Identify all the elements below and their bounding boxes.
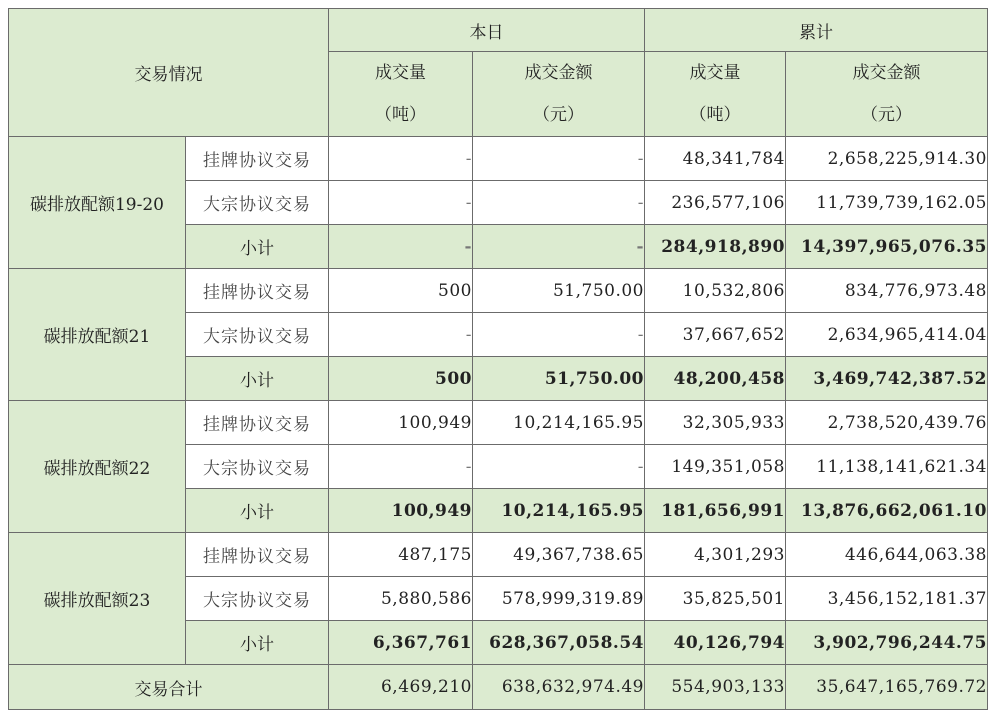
- today-amount-header: [473, 52, 645, 137]
- total-label: 交易合计: [9, 665, 329, 710]
- cum-amount-cell: 3,469,742,387.52: [786, 357, 988, 401]
- row-label: 大宗协议交易: [186, 445, 329, 489]
- today-header: 本日: [329, 9, 645, 52]
- volume-unit: （吨）: [375, 105, 426, 125]
- today-amount-cell: -: [473, 137, 645, 181]
- amount-label: 成交金额: [852, 63, 921, 83]
- today-volume-cell: -: [329, 181, 473, 225]
- header-row-1: [9, 9, 988, 52]
- row-label: 挂牌协议交易: [186, 401, 329, 445]
- cum-volume-cell: 181,656,991: [645, 489, 786, 533]
- cum-volume-cell: 10,532,806: [645, 269, 786, 313]
- today-amount-cell: 628,367,058.54: [473, 621, 645, 665]
- subtotal-label: 小计: [186, 621, 329, 665]
- today-amount-cell: -: [473, 181, 645, 225]
- cum-volume-cell: 4,301,293: [645, 533, 786, 577]
- today-volume-cell: -: [329, 313, 473, 357]
- cum-volume-cell: 236,577,106: [645, 181, 786, 225]
- cum-amount-cell: 2,658,225,914.30: [786, 137, 988, 181]
- cum-amount-cell: 11,739,739,162.05: [786, 181, 988, 225]
- today-volume-cell: -: [329, 137, 473, 181]
- row-label: 大宗协议交易: [186, 313, 329, 357]
- today-volume-cell: 500: [329, 357, 473, 401]
- total-today-volume-cell: 6,469,210: [329, 665, 473, 710]
- today-amount-cell: 51,750.00: [473, 269, 645, 313]
- total-today-amount-cell: 638,632,974.49: [473, 665, 645, 710]
- cum-amount-cell: 2,634,965,414.04: [786, 313, 988, 357]
- today-amount-cell: -: [473, 313, 645, 357]
- today-amount-cell: 10,214,165.95: [473, 401, 645, 445]
- amount-unit: （元）: [861, 105, 912, 125]
- cum-volume-cell: 35,825,501: [645, 577, 786, 621]
- today-volume-cell: -: [329, 225, 473, 269]
- today-volume-cell: 6,367,761: [329, 621, 473, 665]
- row-label: 大宗协议交易: [186, 181, 329, 225]
- cum-volume-cell: 40,126,794: [645, 621, 786, 665]
- today-volume-header: [329, 52, 473, 137]
- row-label: 挂牌协议交易: [186, 533, 329, 577]
- cum-volume-cell: 284,918,890: [645, 225, 786, 269]
- cum-amount-cell: 14,397,965,076.35: [786, 225, 988, 269]
- today-amount-cell: 578,999,319.89: [473, 577, 645, 621]
- today-amount-cell: -: [473, 225, 645, 269]
- subtotal-label: 小计: [186, 357, 329, 401]
- cum-amount-cell: 3,902,796,244.75: [786, 621, 988, 665]
- volume-label: 成交量: [689, 63, 741, 83]
- today-amount-cell: 49,367,738.65: [473, 533, 645, 577]
- volume-label: 成交量: [375, 63, 426, 83]
- cum-volume-cell: 48,200,458: [645, 357, 786, 401]
- today-volume-cell: 100,949: [329, 489, 473, 533]
- cum-amount-cell: 13,876,662,061.10: [786, 489, 988, 533]
- table-row: [9, 533, 988, 577]
- amount-unit: （元）: [533, 105, 584, 125]
- today-amount-cell: 10,214,165.95: [473, 489, 645, 533]
- cum-volume-cell: 37,667,652: [645, 313, 786, 357]
- cum-volume-cell: 149,351,058: [645, 445, 786, 489]
- cum-volume-cell: 48,341,784: [645, 137, 786, 181]
- subtotal-label: 小计: [186, 489, 329, 533]
- cumulative-header: 累计: [645, 9, 988, 52]
- today-volume-cell: -: [329, 445, 473, 489]
- group-name: 碳排放配额21: [9, 269, 186, 401]
- cum-amount-header: [786, 52, 988, 137]
- cum-amount-cell: 11,138,141,621.34: [786, 445, 988, 489]
- today-volume-cell: 500: [329, 269, 473, 313]
- today-volume-cell: 5,880,586: [329, 577, 473, 621]
- cum-volume-cell: 32,305,933: [645, 401, 786, 445]
- group-name: 碳排放配额23: [9, 533, 186, 665]
- cum-amount-cell: 3,456,152,181.37: [786, 577, 988, 621]
- today-amount-cell: -: [473, 445, 645, 489]
- table-row: [9, 269, 988, 313]
- table-row: [9, 401, 988, 445]
- cum-amount-cell: 446,644,063.38: [786, 533, 988, 577]
- today-amount-cell: 51,750.00: [473, 357, 645, 401]
- total-cum-amount-cell: 35,647,165,769.72: [786, 665, 988, 710]
- trading-summary-table: [8, 8, 988, 710]
- row-label: 大宗协议交易: [186, 577, 329, 621]
- row-label: 挂牌协议交易: [186, 269, 329, 313]
- cum-amount-cell: 2,738,520,439.76: [786, 401, 988, 445]
- cum-amount-cell: 834,776,973.48: [786, 269, 988, 313]
- volume-unit: （吨）: [689, 105, 741, 125]
- today-volume-cell: 100,949: [329, 401, 473, 445]
- today-volume-cell: 487,175: [329, 533, 473, 577]
- group-name: 碳排放配额19-20: [9, 137, 186, 269]
- group-name: 碳排放配额22: [9, 401, 186, 533]
- subtotal-label: 小计: [186, 225, 329, 269]
- total-cum-volume-cell: 554,903,133: [645, 665, 786, 710]
- section-title: 交易情况: [9, 9, 329, 137]
- cum-volume-header: [645, 52, 786, 137]
- row-label: 挂牌协议交易: [186, 137, 329, 181]
- total-row: [9, 665, 988, 710]
- amount-label: 成交金额: [524, 63, 593, 83]
- table-row: [9, 137, 988, 181]
